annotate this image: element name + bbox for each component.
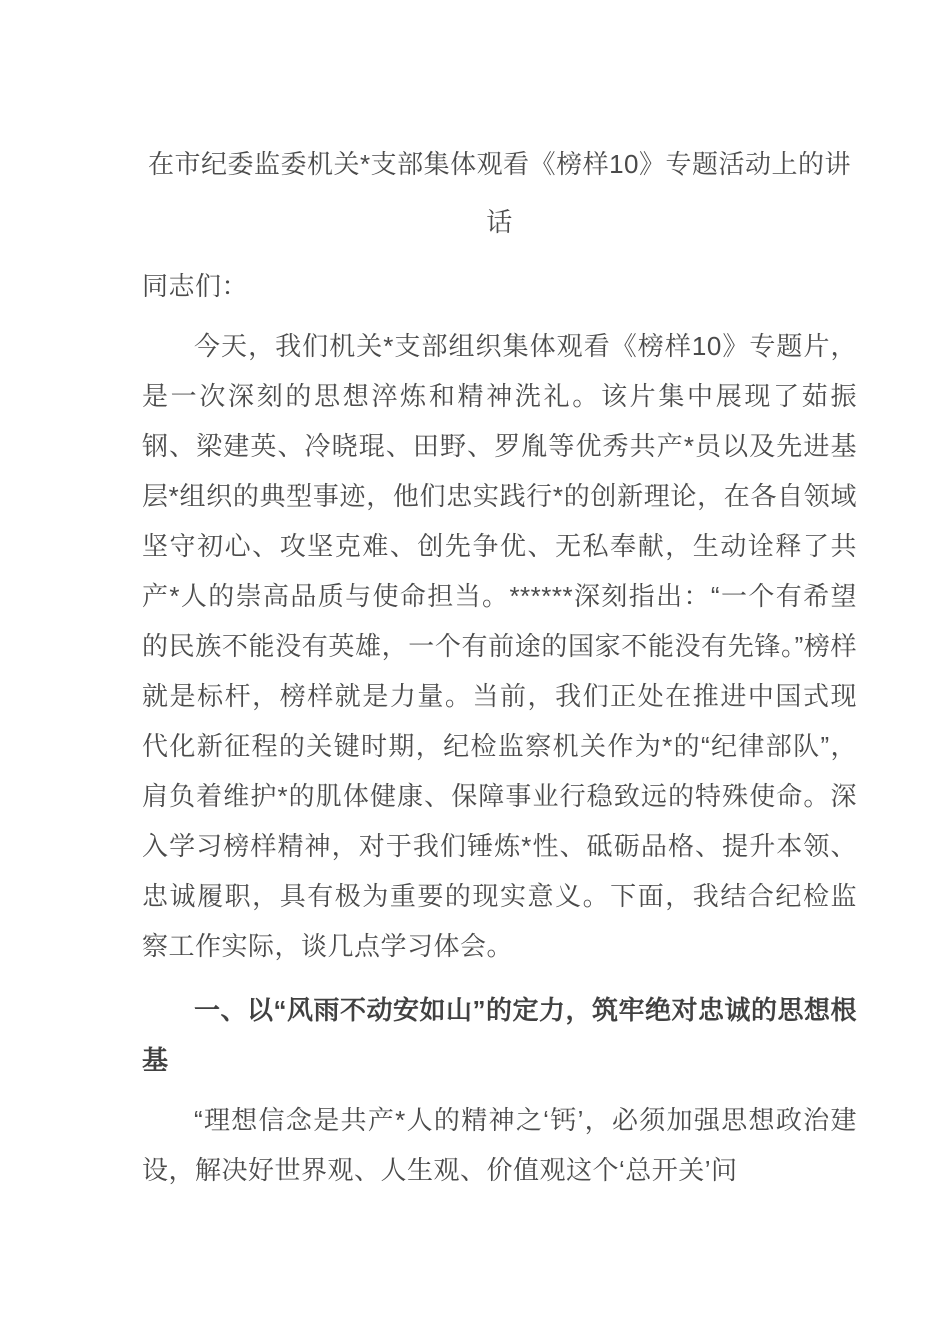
document-body	[142, 261, 857, 1195]
intro-paragraph: 今天，我们机关*支部组织集体观看《榜样10》专题片，是一次深刻的思想淬炼和精神洗礼。该片集中展现了茹振钢、梁建英、冷晓琨、田野、罗胤等优秀共产*员以及先进基层*组织的典型事迹，他们忠实践行*的创新理论，在各自领域坚守初心、攻坚克难、创先争优、无私奉献，生动诠释了共产*人的崇高品质与使命担当。******深刻指出：“一个有希望的民族不能没有英雄，一个有前途的国家不能没有先锋。”榜样就是标杆，榜样就是力量。当前，我们正处在推进中国式现代化新征程的关键时期，纪检监察机关作为*的“纪律部队”，肩负着维护*的肌体健康、保障事业行稳致远的特殊使命。深入学习榜样精神，对于我们锤炼*性、砥砺品格、提升本领、忠诚履职，具有极为重要的现实意义。下面，我结合纪检监察工作实际，谈几点学习体会。	[142, 331, 857, 961]
section-1-paragraph: “理想信念是共产*人的精神之‘钙’，必须加强思想政治建设，解决好世界观、人生观、价值观这个‘总开关’问	[142, 1105, 857, 1185]
document-title: 在市纪委监委机关*支部集体观看《榜样10》专题活动上的讲话	[147, 149, 852, 237]
section-1-heading: 一、以“风雨不动安如山”的定力，筑牢绝对忠诚的思想根基	[142, 995, 858, 1075]
salutation: 同志们：	[142, 271, 249, 301]
